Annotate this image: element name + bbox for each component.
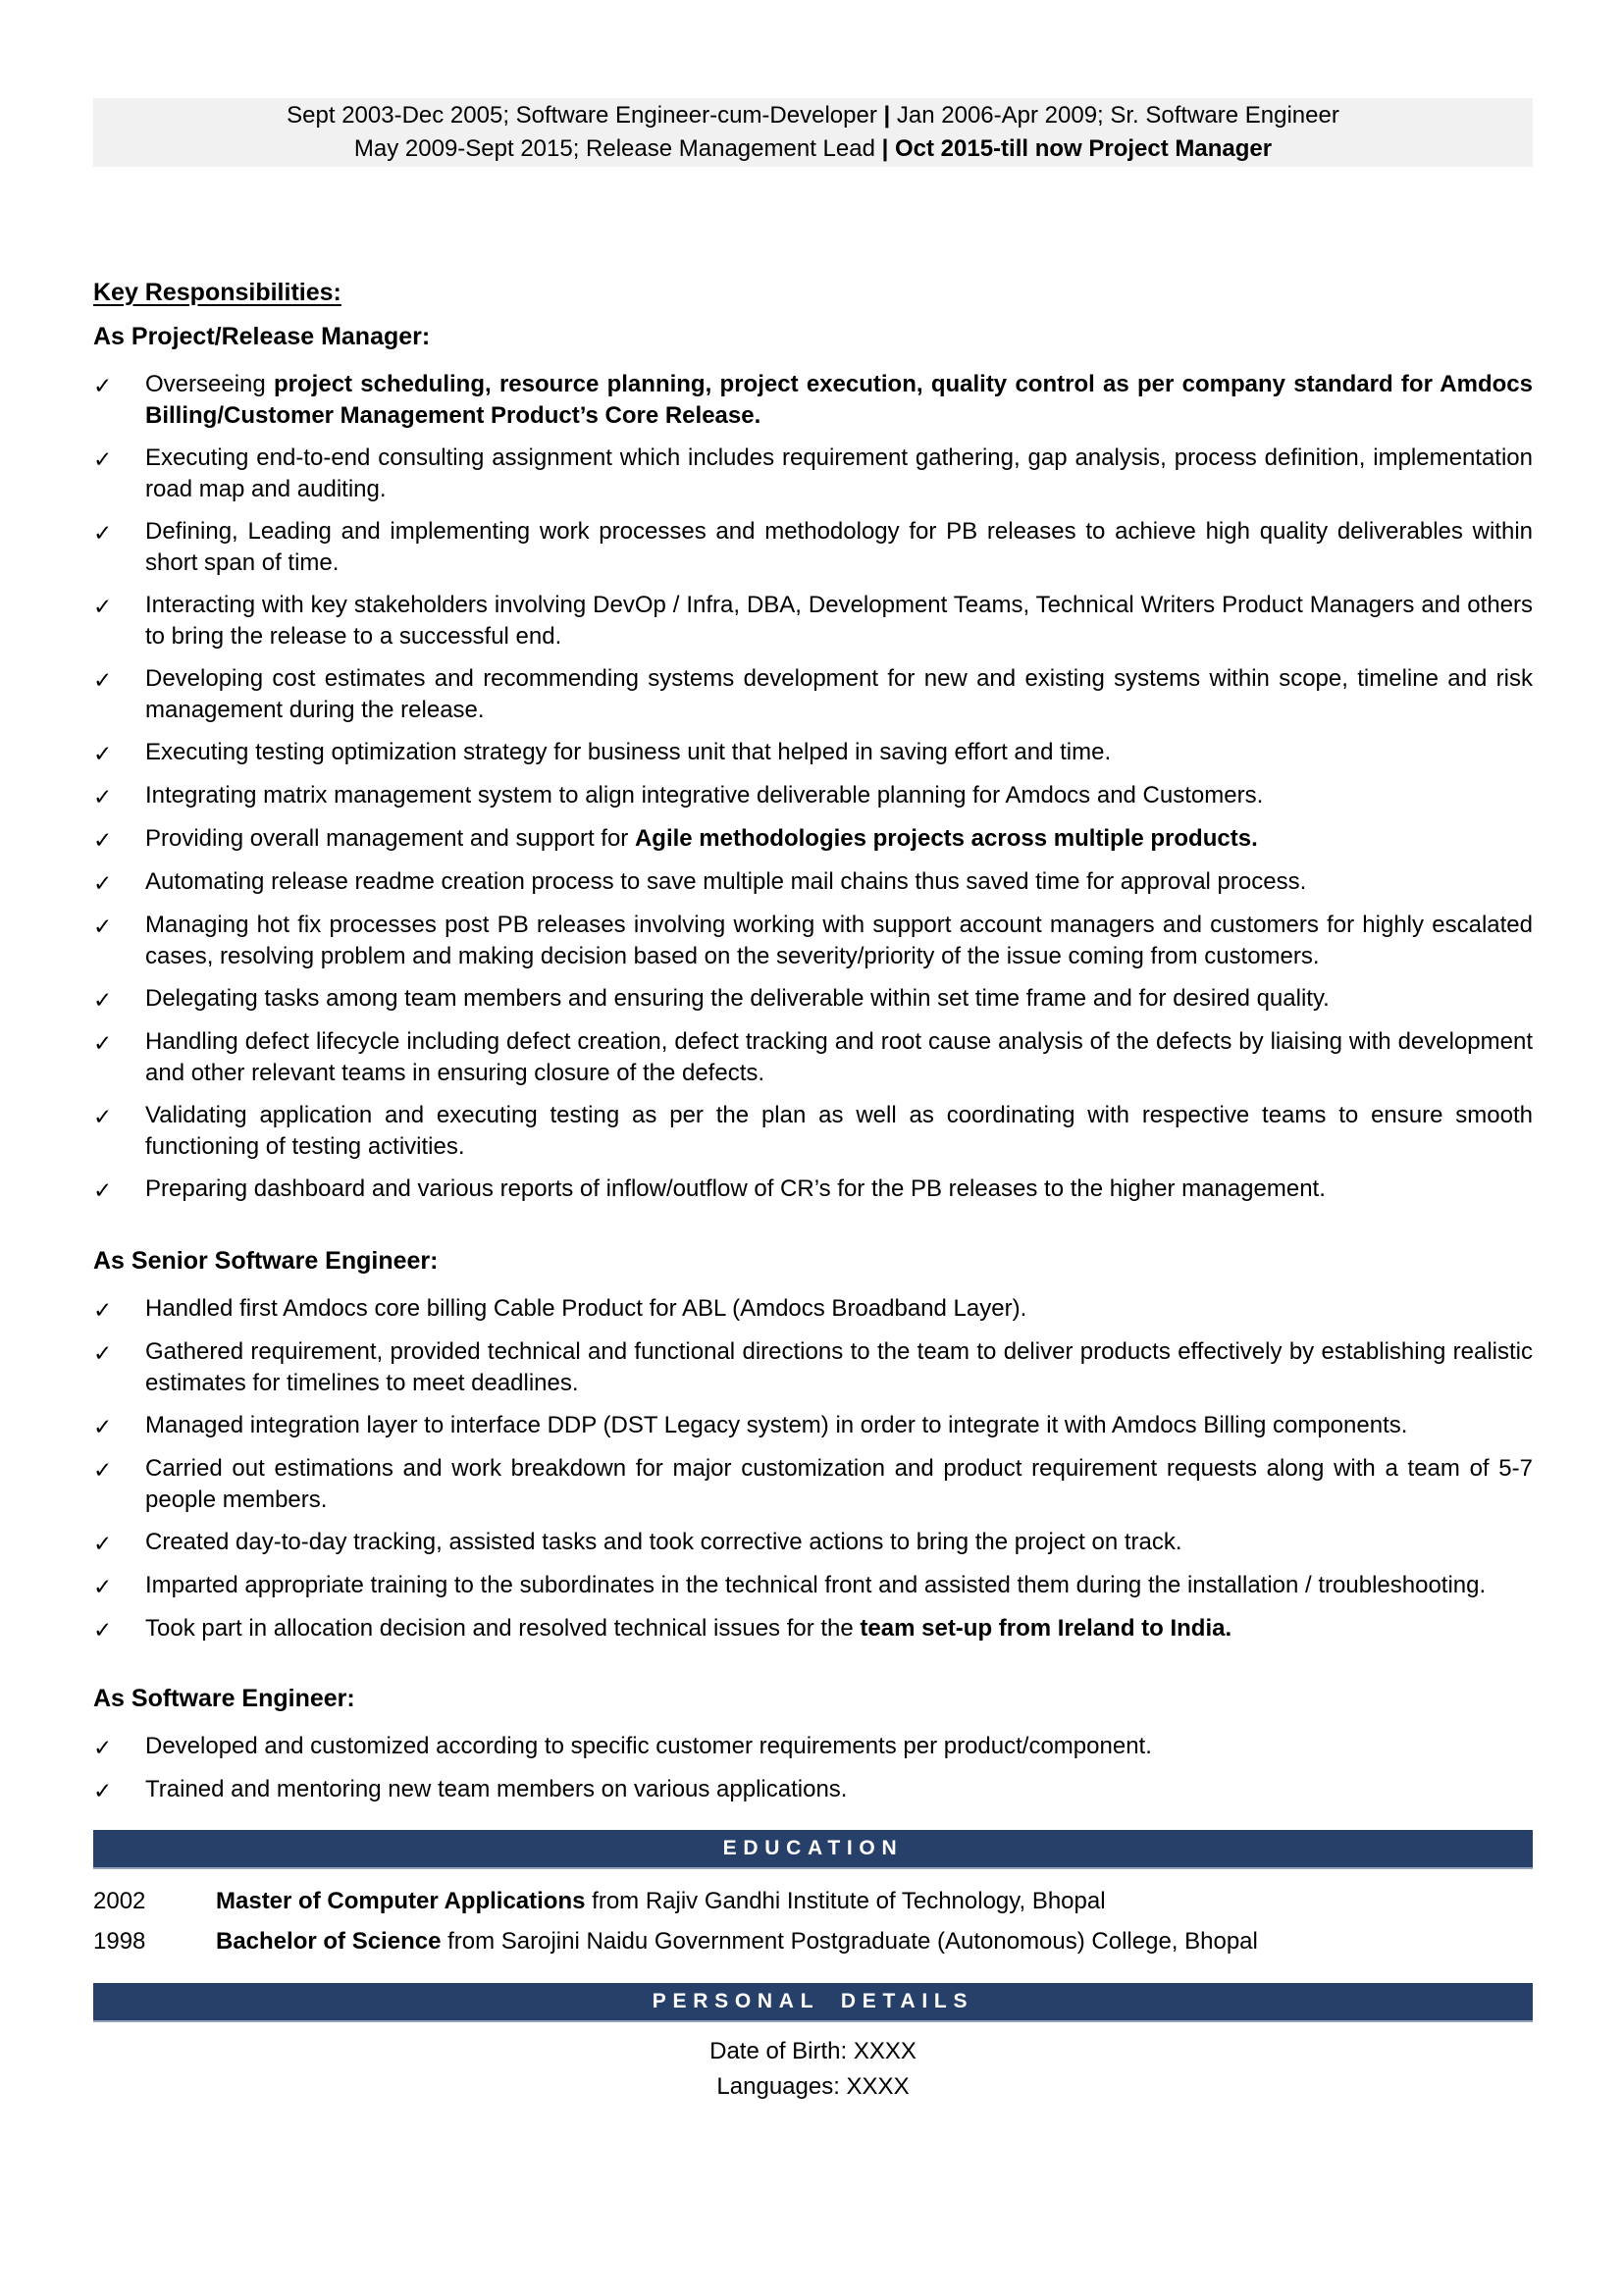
- se-bullet-list: [93, 1731, 1533, 1806]
- bullet-item: [93, 1774, 1533, 1806]
- bullet-text: Overseeing project scheduling, resource planning, project execution, quality control as per company standard for Amdocs Billing/Customer Management Product’s Core Release.: [145, 371, 1533, 429]
- checkmark-icon: ✓: [93, 913, 113, 939]
- bullet-text: Managing hot fix processes post PB releases involving working with support account managers and customers for highly escalated cases, resolving problem and making decision based on the severity/priority of the issue coming from customers.: [145, 912, 1533, 969]
- bullet-item: [93, 1293, 1533, 1326]
- bullet-text: Providing overall management and support for Agile methodologies projects across multiple products.: [145, 825, 1258, 852]
- bullet-text: Handled first Amdocs core billing Cable Product for ABL (Amdocs Broadband Layer).: [145, 1295, 1027, 1322]
- bullet-text: Took part in allocation decision and resolved technical issues for the team set-up from Ireland to India.: [145, 1615, 1232, 1642]
- bullet-item: [93, 1731, 1533, 1763]
- checkmark-icon: ✓: [93, 827, 113, 853]
- bullet-text: Delegating tasks among team members and ensuring the deliverable within set time frame and for desired quality.: [145, 985, 1330, 1012]
- checkmark-icon: ✓: [93, 446, 113, 472]
- checkmark-icon: ✓: [93, 520, 113, 546]
- checkmark-icon: ✓: [93, 784, 113, 809]
- bullet-text: Managed integration layer to interface DDP (DST Legacy system) in order to integrate it with Amdocs Billing components.: [145, 1412, 1408, 1438]
- bullet-text: Validating application and executing testing as per the plan as well as coordinating with respective teams to ensure smooth functioning of testing activities.: [145, 1102, 1533, 1160]
- checkmark-icon: ✓: [93, 373, 113, 398]
- bullet-item: [93, 663, 1533, 726]
- education-row: [93, 1885, 1533, 1917]
- bullet-item: [93, 1336, 1533, 1399]
- bullet-item: [93, 516, 1533, 579]
- senior-bullet-list: [93, 1293, 1533, 1645]
- section-heading-project-release-manager: As Project/Release Manager:: [93, 323, 431, 350]
- bullet-item: [93, 780, 1533, 812]
- bullet-text: Created day-to-day tracking, assisted tasks and took corrective actions to bring the project on track.: [145, 1529, 1182, 1555]
- bullet-item: [93, 1613, 1533, 1645]
- bullet-item: [93, 1527, 1533, 1559]
- education-row: [93, 1925, 1533, 1957]
- bullet-item: [93, 1410, 1533, 1442]
- checkmark-icon: ✓: [93, 1531, 113, 1556]
- bullet-item: [93, 590, 1533, 652]
- pm-bullet-list: [93, 369, 1533, 1206]
- section-heading-senior-software-engineer: As Senior Software Engineer:: [93, 1247, 439, 1275]
- checkmark-icon: ✓: [93, 1297, 113, 1323]
- bullet-item: [93, 1100, 1533, 1163]
- checkmark-icon: ✓: [93, 1340, 113, 1366]
- checkmark-icon: ✓: [93, 1414, 113, 1439]
- checkmark-icon: ✓: [93, 1104, 113, 1129]
- bullet-item: [93, 823, 1533, 856]
- education-degree-text: Bachelor of Science from Sarojini Naidu Government Postgraduate (Autonomous) College, Bhopal: [216, 1928, 1258, 1955]
- bullet-text: Trained and mentoring new team members on various applications.: [145, 1776, 848, 1802]
- bullet-text: Developing cost estimates and recommending systems development for new and existing systems within scope, timeline and risk management during the release.: [145, 665, 1533, 723]
- employment-line-2: May 2009-Sept 2015; Release Management Lead | Oct 2015-till now Project Manager: [353, 135, 1273, 162]
- personal-details-lines: [93, 2034, 1533, 2105]
- checkmark-icon: ✓: [93, 1735, 113, 1760]
- bullet-text: Developed and customized according to specific customer requirements per product/component.: [145, 1733, 1152, 1759]
- bullet-text: Executing end-to-end consulting assignment which includes requirement gathering, gap analysis, process definition, implementation road map and auditing.: [145, 444, 1533, 502]
- checkmark-icon: ✓: [93, 1778, 113, 1803]
- bullet-text: Preparing dashboard and various reports of inflow/outflow of CR’s for the PB releases to the higher management.: [145, 1175, 1326, 1202]
- checkmark-icon: ✓: [93, 987, 113, 1013]
- personal-detail-line: Languages: XXXX: [716, 2073, 910, 2100]
- bullet-text: Defining, Leading and implementing work processes and methodology for PB releases to achieve high quality deliverables within short span of time.: [145, 518, 1533, 576]
- bullet-item: [93, 1174, 1533, 1206]
- checkmark-icon: ✓: [93, 594, 113, 619]
- checkmark-icon: ✓: [93, 1177, 113, 1203]
- bullet-item: [93, 910, 1533, 972]
- bullet-item: [93, 737, 1533, 769]
- bullet-item: [93, 1026, 1533, 1089]
- resume-content: [0, 98, 1624, 2105]
- bullet-text: Automating release readme creation process to save multiple mail chains thus saved time for approval process.: [145, 868, 1307, 895]
- education-year: 1998: [93, 1928, 146, 1955]
- bullet-item: [93, 369, 1533, 432]
- bullet-text: Executing testing optimization strategy for business unit that helped in saving effort and time.: [145, 739, 1112, 765]
- bullet-text: Integrating matrix management system to align integrative deliverable planning for Amdocs and Customers.: [145, 782, 1264, 809]
- education-rows: [93, 1885, 1533, 1957]
- bullet-item: [93, 983, 1533, 1016]
- bullet-text: Interacting with key stakeholders involving DevOp / Infra, DBA, Development Teams, Technical Writers Product Managers and others to bring the release to a successful end.: [145, 592, 1533, 650]
- key-responsibilities-heading: Key Responsibilities:: [93, 279, 341, 306]
- bullet-text: Carried out estimations and work breakdown for major customization and product requirement requests along with a team of 5-7 people members.: [145, 1455, 1533, 1513]
- bullet-text: Imparted appropriate training to the subordinates in the technical front and assisted them during the installation / troubleshooting.: [145, 1572, 1487, 1598]
- bullet-item: [93, 1570, 1533, 1602]
- bullet-text: Handling defect lifecycle including defect creation, defect tracking and root cause analysis of the defects by liaising with development and other relevant teams in ensuring closure of the defects.: [145, 1028, 1533, 1086]
- education-degree-text: Master of Computer Applications from Rajiv Gandhi Institute of Technology, Bhopal: [216, 1888, 1106, 1914]
- checkmark-icon: ✓: [93, 667, 113, 693]
- bullet-item: [93, 443, 1533, 505]
- personal-detail-line: Date of Birth: XXXX: [709, 2038, 917, 2064]
- education-year: 2002: [93, 1888, 146, 1914]
- employment-line-1: Sept 2003-Dec 2005; Software Engineer-cum-Developer | Jan 2006-Apr 2009; Sr. Software Engineer: [287, 102, 1339, 129]
- checkmark-icon: ✓: [93, 1574, 113, 1599]
- bullet-text: Gathered requirement, provided technical and functional directions to the team to deliver products effectively by establishing realistic estimates for timelines to meet deadlines.: [145, 1338, 1533, 1396]
- section-heading-software-engineer: As Software Engineer:: [93, 1685, 355, 1712]
- education-section-header: EDUCATION: [93, 1830, 1533, 1869]
- checkmark-icon: ✓: [93, 870, 113, 896]
- checkmark-icon: ✓: [93, 1617, 113, 1643]
- employment-summary-bar: [93, 98, 1533, 167]
- checkmark-icon: ✓: [93, 1030, 113, 1056]
- checkmark-icon: ✓: [93, 741, 113, 766]
- bullet-item: [93, 1453, 1533, 1516]
- personal-details-section-header: PERSONAL DETAILS: [93, 1983, 1533, 2022]
- bullet-item: [93, 866, 1533, 899]
- checkmark-icon: ✓: [93, 1457, 113, 1483]
